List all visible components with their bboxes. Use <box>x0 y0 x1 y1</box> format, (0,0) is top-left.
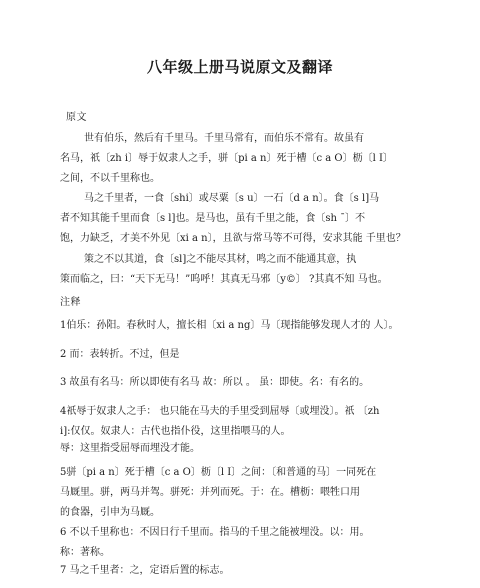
text-line: 马之千里者，一食〔shi〕或尽粟〔s u〕一石〔d a n〕。食〔s l]马 <box>84 193 380 204</box>
text-line: 名马，祇〔zh i〕辱于奴隶人之手，骈〔pi a n〕死于槽〔c a O〕枥〔l I〕 <box>60 153 393 164</box>
original-paragraph-3 <box>60 250 440 290</box>
text-line: 5骈〔pi a n〕死于槽〔c a O〕枥〔l I〕之间：〔和普通的马〕一同死在 <box>60 467 377 478</box>
notes-heading: 注释 <box>60 297 81 308</box>
text-line: 7 马之千里者：之，定语后置的标志。 <box>60 565 230 576</box>
text-line: 者不知其能千里而食〔s l]也。是马也，虽有千里之能，食〔sh ˉ〕不 <box>60 213 366 224</box>
text-line: 称：著称。 <box>60 547 110 558</box>
note-item <box>60 316 440 336</box>
note-item <box>60 345 440 365</box>
note-item <box>60 561 440 581</box>
original-paragraph-2 <box>60 189 440 249</box>
note-item <box>60 373 440 393</box>
note-item <box>60 402 440 442</box>
text-line: 策之不以其道，食〔sl]之不能尽其材，鸣之而不能通其意，执 <box>84 254 357 265</box>
note-item <box>60 523 440 563</box>
text-line: 4祇辱于奴隶人之手： 也只能在马夫的手里受到屈辱〔或埋没〕。祇 〔zh <box>60 406 380 417</box>
document-title: 八年级上册马说原文及翻译 <box>146 58 333 76</box>
text-line: 策而临之，曰：“天下无马！”呜呼！其真无马邪〔y©〕 ?其真不知 马也。 <box>60 274 388 285</box>
original-heading: 原文 <box>66 112 87 123</box>
text-line: i]:仅仅。奴隶人：古代也指仆役，这里指喂马的人。 <box>60 426 291 437</box>
text-line: 马厩里。骈，两马并驾。骈死：并列而死。于：在。槽枥：喂牲口用 <box>60 487 360 498</box>
text-line: 6 不以千里称也：不因日行千里而。指马的千里之能被埋没。以：用。 <box>60 527 370 538</box>
text-line: 之间，不以千里称也。 <box>60 173 160 184</box>
text-line: 世有伯乐，然后有千里马。千里马常有，而伯乐不常有。故虽有 <box>84 133 364 144</box>
text-line: 的食器，引申为马厩。 <box>60 507 160 518</box>
note-item <box>60 439 440 459</box>
original-paragraph-1 <box>60 129 440 189</box>
note-item <box>60 463 440 523</box>
text-line: 辱：这里指受屈辱而埋没才能。 <box>60 443 200 454</box>
text-line: 3 故虽有名马：所以即使有名马 故：所以 。 虽：即使。名：有名的。 <box>60 377 370 388</box>
text-line: 1伯乐：孙阳。春秋时人，擅长相〔xi a ng〕马〔现指能够发现人才的 人〕。 <box>60 320 399 331</box>
text-line: 2 而：表转折。不过，但是 <box>60 349 180 360</box>
text-line: 饱，力缺乏，才美不外见〔xi a n〕，且欲与常马等不可得，安求其能 千里也？ <box>60 233 406 244</box>
